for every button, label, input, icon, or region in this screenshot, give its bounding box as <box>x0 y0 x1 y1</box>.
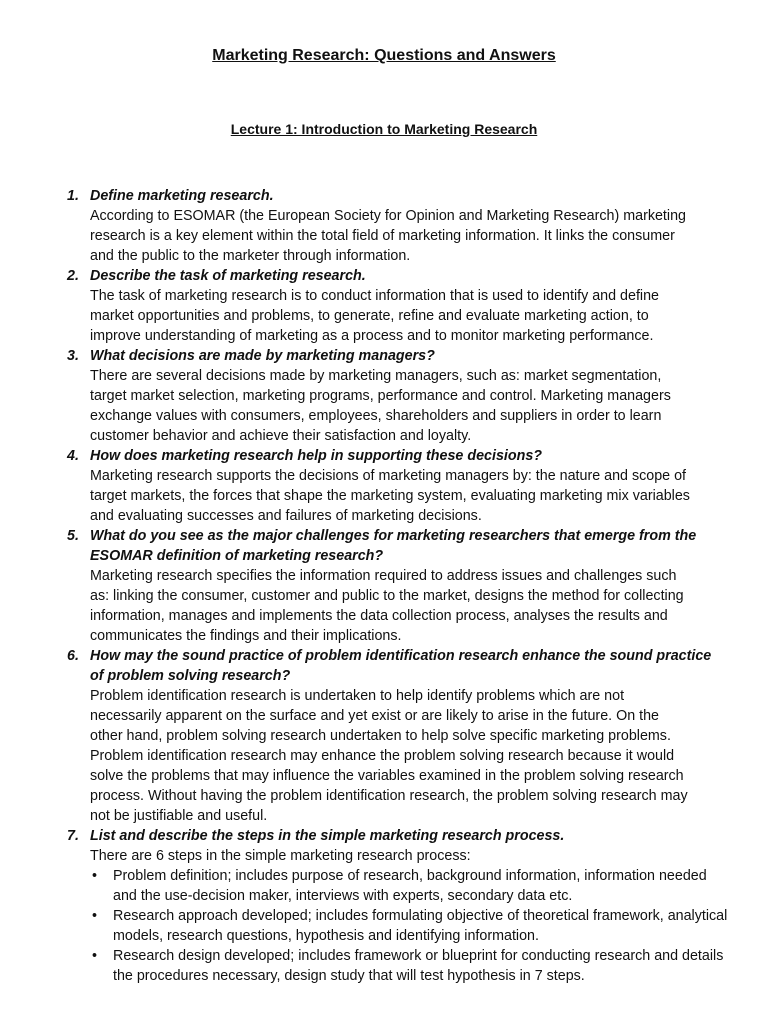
answer-line: target markets, the forces that shape the marketing system, evaluating marketing mix variables <box>90 488 690 504</box>
answer-line: According to ESOMAR (the European Society for Opinion and Marketing Research) marketing <box>90 208 686 224</box>
qa-item <box>0 646 768 826</box>
answer-line: Marketing research supports the decisions of marketing managers by: the nature and scope of <box>90 468 687 484</box>
question-text: How may the sound practice of problem identification research enhance the sound practice of problem solving research? <box>90 648 712 684</box>
answer-line: Problem identification research may enhance the problem solving research because it would <box>90 748 675 764</box>
steps-list <box>90 866 728 986</box>
qa-item <box>0 526 768 646</box>
answer-line: Marketing research specifies the information required to address issues and challenges such <box>90 568 677 584</box>
step-text: Research design developed; includes framework or blueprint for conducting research and details the procedures necessary, design study that will test hypothesis in 7 steps. <box>113 948 724 984</box>
answer-line: target market selection, marketing programs, performance and control. Marketing managers <box>90 388 671 404</box>
question-text: List and describe the steps in the simple marketing research process. <box>90 828 565 844</box>
answer-text <box>90 686 728 826</box>
answer-line: information, manages and implements the data collection process, analyses the results and <box>90 608 668 624</box>
answer-line: process. Without having the problem identification research, the problem solving research may <box>90 788 688 804</box>
answer-line: other hand, problem solving research undertaken to help solve specific marketing problems. <box>90 728 671 744</box>
answer-line: communicates the findings and their implications. <box>90 628 402 644</box>
answer-line: improve understanding of marketing as a process and to monitor marketing performance. <box>90 328 654 344</box>
qa-item <box>0 826 768 986</box>
answer-line: as: linking the consumer, customer and public to the market, designs the method for collecting <box>90 588 684 604</box>
document-title: Marketing Research: Questions and Answers <box>212 47 556 64</box>
answer-text <box>90 846 728 866</box>
answer-text <box>90 566 728 646</box>
question-number: 4. <box>67 448 79 464</box>
step-text: Problem definition; includes purpose of research, background information, information needed and the use-decision maker, interviews with experts, secondary data etc. <box>113 868 707 904</box>
question-number: 5. <box>67 528 79 544</box>
answer-text <box>90 366 728 446</box>
question-text: What do you see as the major challenges for marketing researchers that emerge from the ESOMAR definition of marketing research? <box>90 528 697 564</box>
answer-text <box>90 466 728 526</box>
answer-line: solve the problems that may influence the variables examined in the problem solving research <box>90 768 684 784</box>
step-text: Research approach developed; includes formulating objective of theoretical framework, analytical models, research questions, hypothesis and identifying information. <box>113 908 728 944</box>
question-text: Define marketing research. <box>90 188 274 204</box>
step-item <box>90 946 728 986</box>
question-text: Describe the task of marketing research. <box>90 268 366 284</box>
qa-list <box>0 186 768 986</box>
answer-text <box>90 286 728 346</box>
qa-item <box>0 446 768 526</box>
answer-text <box>90 206 728 266</box>
question-number: 7. <box>67 828 79 844</box>
answer-line: customer behavior and achieve their satisfaction and loyalty. <box>90 428 472 444</box>
bullet-icon: • <box>92 868 98 884</box>
bullet-icon: • <box>92 908 98 924</box>
qa-item <box>0 186 768 266</box>
qa-item <box>0 346 768 446</box>
answer-line: and the public to the marketer through information. <box>90 248 411 264</box>
question-number: 6. <box>67 648 79 664</box>
answer-line: The task of marketing research is to conduct information that is used to identify and define <box>90 288 660 304</box>
answer-line: There are several decisions made by marketing managers, such as: market segmentation, <box>90 368 662 384</box>
step-item <box>90 866 728 906</box>
question-text: What decisions are made by marketing managers? <box>90 348 435 364</box>
answer-line: and evaluating successes and failures of marketing decisions. <box>90 508 482 524</box>
question-number: 3. <box>67 348 79 364</box>
bullet-icon: • <box>92 948 98 964</box>
question-number: 1. <box>67 188 79 204</box>
question-number: 2. <box>67 268 79 284</box>
lecture-heading: Lecture 1: Introduction to Marketing Research <box>230 121 538 137</box>
answer-line: market opportunities and problems, to generate, refine and evaluate marketing action, to <box>90 308 649 324</box>
answer-line: exchange values with consumers, employees, shareholders and suppliers in order to learn <box>90 408 662 424</box>
answer-line: necessarily apparent on the surface and yet exist or are likely to arise in the future. On the <box>90 708 660 724</box>
answer-line: not be justifiable and useful. <box>90 808 268 824</box>
answer-line: There are 6 steps in the simple marketing research process: <box>90 848 471 864</box>
question-text: How does marketing research help in supporting these decisions? <box>90 448 543 464</box>
step-item <box>90 906 728 946</box>
qa-item <box>0 266 768 346</box>
answer-line: research is a key element within the total field of marketing information. It links the consumer <box>90 228 675 244</box>
answer-line: Problem identification research is undertaken to help identify problems which are not <box>90 688 625 704</box>
